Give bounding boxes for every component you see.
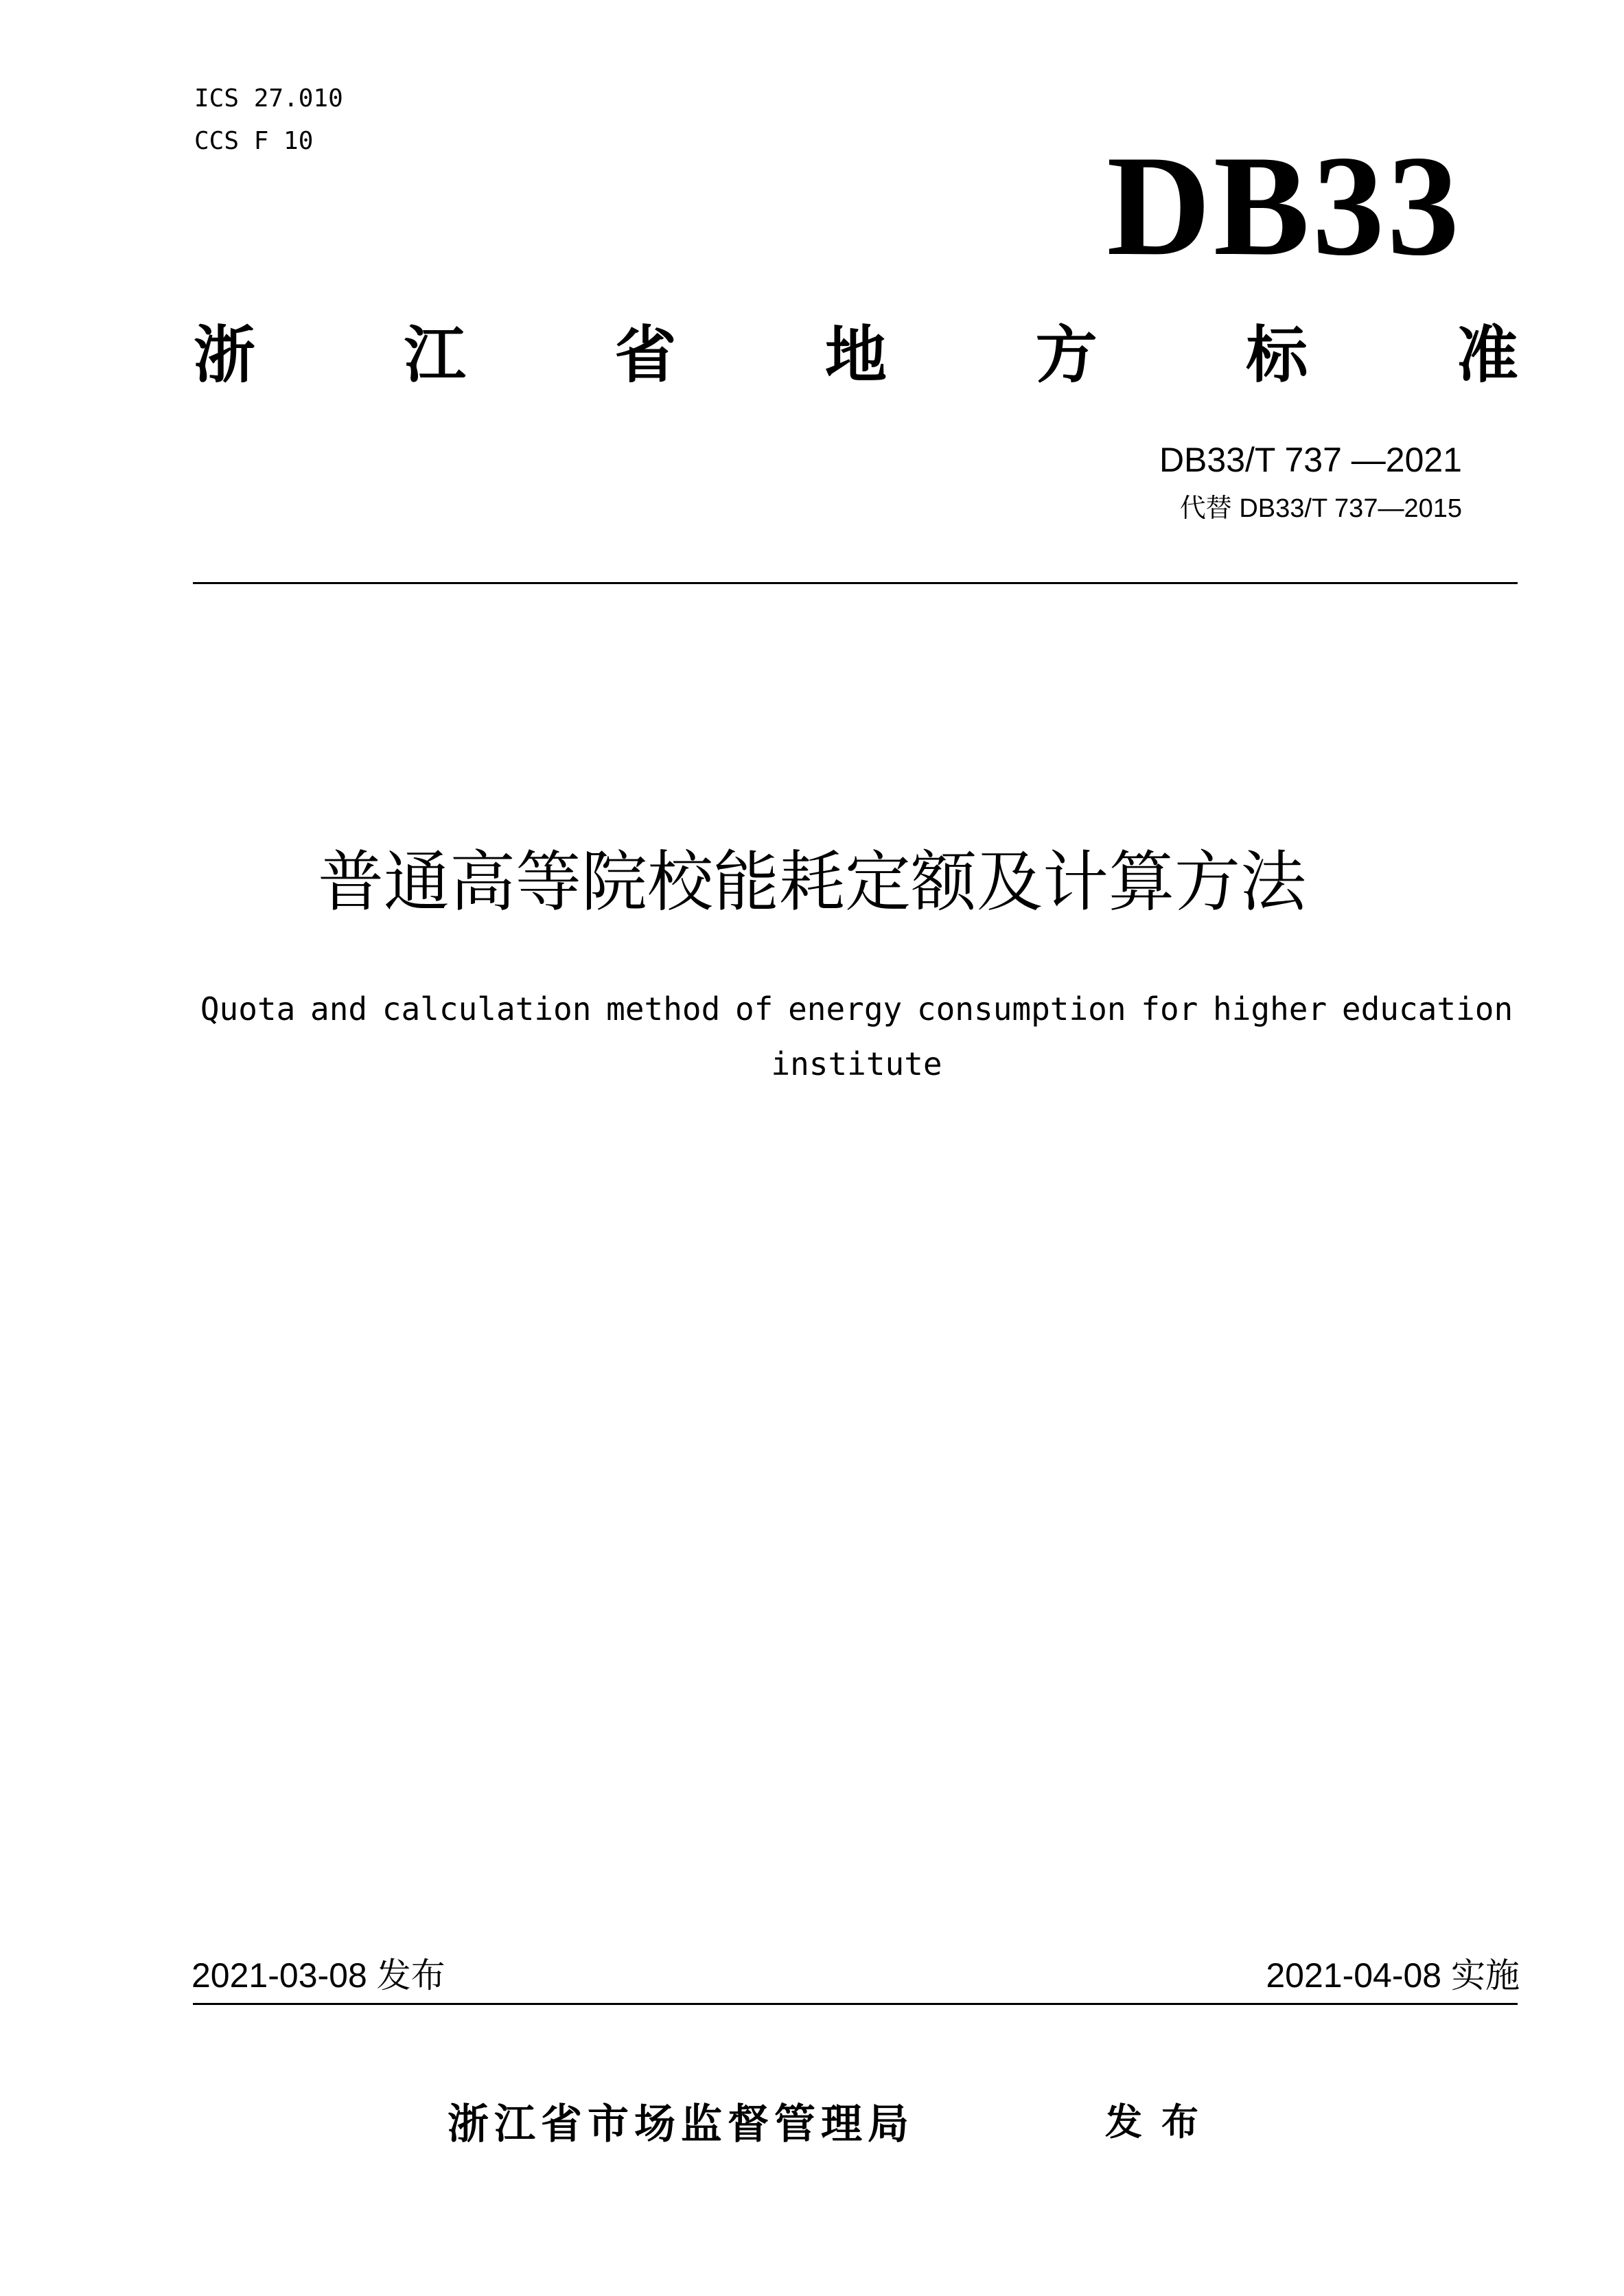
category-char: 方	[1035, 319, 1098, 391]
replaces-standard: 代替 DB33/T 737—2015	[1179, 494, 1462, 523]
category-char: 浙	[194, 319, 255, 391]
issuing-authority: 浙江省市场监督管理局	[448, 2100, 914, 2148]
ccs-code: CCS F 10	[194, 127, 314, 155]
category-char: 准	[1456, 319, 1518, 391]
issue-date: 2021-03-08 发布	[192, 1956, 445, 1995]
document-title-chinese: 普通高等院校能耗定额及计算方法	[318, 844, 1306, 920]
header-divider	[193, 582, 1518, 584]
footer-divider	[193, 2003, 1518, 2005]
standard-number: DB33/T 737 —2021	[1159, 441, 1462, 479]
category-char: 省	[614, 319, 677, 391]
effective-date: 2021-04-08 实施	[1266, 1956, 1520, 1995]
standard-category	[194, 318, 1518, 393]
document-title-english: Quota and calculation method of energy consumption for higher education institute	[200, 990, 1513, 1082]
category-char: 江	[404, 319, 466, 391]
standard-logo: DB33	[1106, 126, 1462, 286]
category-char: 地	[824, 319, 887, 391]
publish-label: 发布	[1105, 2100, 1218, 2144]
category-char: 标	[1246, 319, 1308, 391]
ics-code: ICS 27.010	[194, 84, 343, 113]
